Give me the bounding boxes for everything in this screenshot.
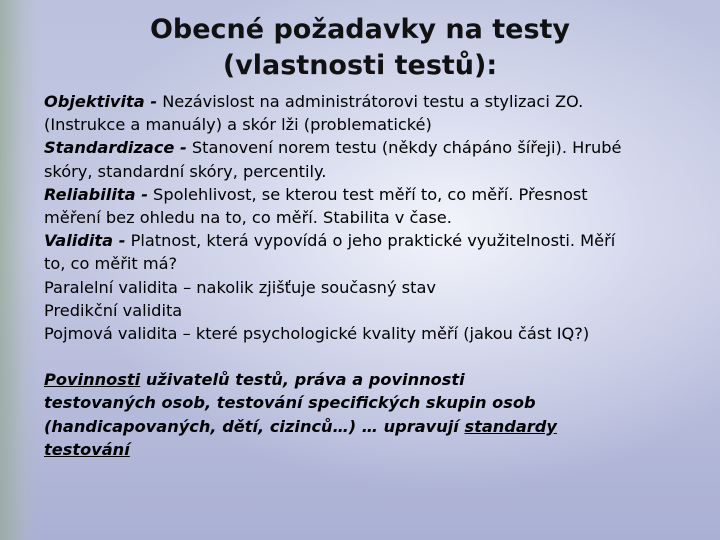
- background-left-edge: [0, 0, 40, 540]
- validita-text-1: Platnost, která vypovídá o jeho praktické využitelnosti. Měří: [125, 231, 616, 251]
- objektivita-text-2: (Instrukce a manuály) a skór lži (problematické): [44, 115, 432, 135]
- duties-line-3-start: (handicapovaných, dětí, cizinců…) … upravují: [44, 416, 465, 436]
- reliabilita-term: Reliabilita -: [44, 184, 148, 204]
- objektivita-line-1: [44, 90, 644, 113]
- validita-term: Validita -: [44, 231, 126, 251]
- validita-text-2: to, co měřit má?: [44, 254, 178, 274]
- reliabilita-text-2: měření bez ohledu na to, co měří. Stabilita v čase.: [44, 208, 452, 228]
- standardizace-term: Standardizace -: [44, 138, 187, 158]
- povinnosti-underlined: Povinnosti: [44, 370, 141, 390]
- duties-line-2: testovaných osob, testování specifických skupin osob: [44, 393, 536, 413]
- standardizace-paragraph: [44, 136, 644, 182]
- duties-paragraph: [44, 368, 644, 461]
- slide-body: [44, 90, 644, 461]
- duties-line-3: [44, 415, 644, 438]
- reliabilita-line-1: [44, 183, 644, 206]
- paralelni-validita-line: Paralelní validita – nakolik zjišťuje současný stav: [44, 277, 436, 297]
- duties-line-1: [44, 368, 644, 391]
- standardy-underlined: standardy: [464, 416, 557, 436]
- standardizace-text-2: skóry, standardní skóry, percentily.: [44, 161, 327, 181]
- slide-title: [110, 12, 610, 84]
- paragraph-spacer: [44, 345, 644, 368]
- slide-title-line-2: (vlastnosti testů):: [222, 50, 498, 81]
- reliabilita-text-1: Spolehlivost, se kterou test měří to, co měří. Přesnost: [147, 184, 588, 204]
- predikcni-validita-line: Predikční validita: [44, 300, 183, 320]
- objektivita-term: Objektivita -: [44, 92, 158, 111]
- objektivita-paragraph: [44, 90, 644, 136]
- reliabilita-paragraph: [44, 183, 644, 229]
- duties-line-4: [44, 438, 644, 461]
- duties-line-1-rest: uživatelů testů, práva a povinnosti: [140, 370, 465, 390]
- standardizace-text-1: Stanovení norem testu (někdy chápáno šířeji). Hrubé: [186, 138, 622, 158]
- pojmova-validita-line: Pojmová validita – které psychologické kvality měří (jakou část IQ?): [44, 324, 590, 344]
- testovani-underlined: testování: [44, 439, 130, 459]
- validita-paragraph: [44, 229, 644, 345]
- slide-title-line-1: Obecné požadavky na testy: [149, 14, 571, 45]
- objektivita-text-1: Nezávislost na administrátorovi testu a stylizaci ZO.: [157, 92, 584, 111]
- validita-line-1: [44, 229, 644, 252]
- standardizace-line-1: [44, 136, 644, 159]
